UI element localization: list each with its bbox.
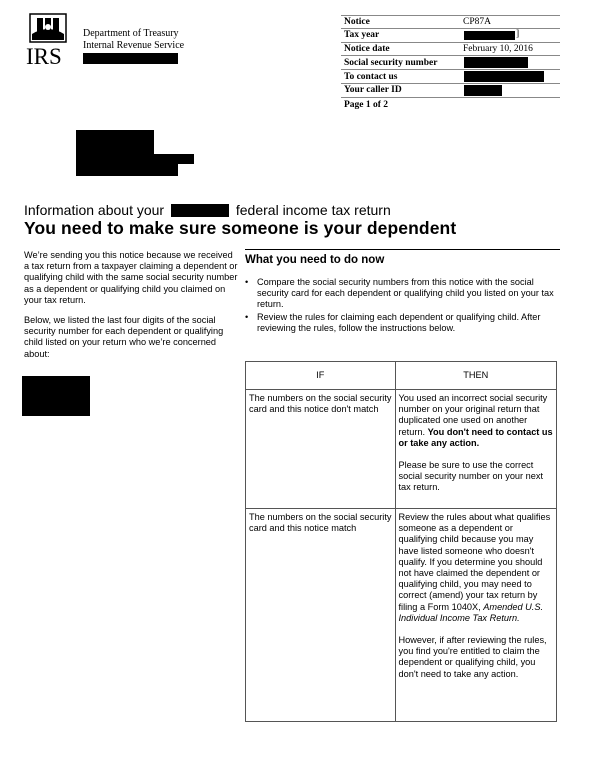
explanation-paragraph-2: Below, we listed the last four digits of the social security number for each dependent or qualifying child listed on your return who we’re concerned about:: [24, 315, 224, 359]
action-item: • Review the rules for claiming each dependent or qualifying child. After reviewing the rules, follow the instructions below.: [245, 312, 560, 334]
tax-year-bracket: ]: [516, 28, 520, 39]
then-paragraph: However, if after reviewing the rules, you find you're entitled to claim the dependent or qualifying child, you don't need to take any action.: [398, 635, 547, 679]
irs-eagle-icon: [28, 12, 68, 44]
table-row: [246, 390, 557, 509]
redacted-recipient-city: [76, 164, 178, 176]
notice-date-label: Notice date: [344, 43, 390, 54]
then-text: Review the rules about what qualifies someone as a dependent or qualifying child because you may have listed someone who doesn't qualify. If you determine you should not have claimed the dependent or qualifying child, you may need to correct (amend) your tax return by filing a Form 1040X,: [398, 512, 551, 612]
agency-name: [83, 28, 184, 52]
if-condition: The numbers on the social security card and this notice match: [249, 512, 392, 534]
notice-label: Notice: [344, 16, 370, 27]
redacted-caller-id: [464, 85, 502, 96]
page-number: Page 1 of 2: [344, 100, 389, 110]
form-title: Amended U.S. Individual Income Tax Return.: [398, 601, 544, 623]
subheading: [24, 202, 391, 218]
then-emphasis: You don't need to contact us or take any action.: [398, 426, 553, 448]
ssn-row: [341, 56, 560, 70]
notice-row: [341, 15, 560, 29]
tax-year-label: Tax year: [344, 30, 380, 41]
if-condition: The numbers on the social security card and this notice don't match: [249, 393, 392, 415]
subheading-before: Information about your: [24, 202, 165, 218]
table-row: [246, 509, 557, 722]
notice-info-table: [341, 15, 560, 98]
redacted-contact: [464, 71, 544, 82]
action-list: [245, 277, 560, 334]
then-text: You used an incorrect social security number on your original return that duplicated one used on another return.: [398, 393, 548, 437]
notice-value: CP87A: [463, 16, 491, 27]
if-then-table: [245, 361, 557, 722]
caller-id-row: [341, 84, 560, 98]
redacted-address-line: [83, 53, 178, 64]
what-to-do-title: What you need to do now: [245, 249, 560, 267]
notice-date-row: [341, 43, 560, 57]
redacted-recipient-address: [76, 154, 194, 164]
tax-year-row: [341, 29, 560, 43]
redacted-tax-year: [464, 31, 515, 40]
redacted-ssn: [464, 57, 528, 68]
contact-row: [341, 70, 560, 84]
if-cell: [246, 390, 396, 509]
irs-logo: [26, 12, 70, 68]
redacted-ssn-list: [22, 376, 90, 416]
caller-id-label: Your caller ID: [344, 85, 402, 96]
then-paragraph: [399, 393, 554, 449]
agency-line-1: Department of Treasury: [83, 28, 179, 39]
notice-explanation: [24, 250, 239, 369]
irs-wordmark: IRS: [26, 44, 62, 69]
if-cell: [246, 509, 396, 722]
if-header: IF: [246, 362, 396, 390]
then-paragraph: [399, 512, 554, 624]
then-cell: [395, 509, 557, 722]
action-item: • Compare the social security numbers from this notice with the social security card for each dependent or qualifying child you listed on your tax return.: [245, 277, 560, 311]
page-title: You need to make sure someone is your dependent: [24, 218, 457, 238]
redacted-recipient-name: [76, 130, 154, 154]
subheading-after: federal income tax return: [235, 202, 391, 218]
what-to-do-section: [245, 249, 560, 335]
then-header: THEN: [395, 362, 557, 390]
redacted-year: [171, 204, 229, 217]
if-then-header-row: [246, 362, 557, 390]
then-paragraph: Please be sure to use the correct social security number on your next tax return.: [398, 460, 544, 493]
notice-date-value: February 10, 2016: [463, 43, 533, 54]
agency-line-2: Internal Revenue Service: [83, 40, 185, 51]
explanation-paragraph-1: We’re sending you this notice because we received a tax return from a taxpayer claiming a dependent or qualifying child with the same social security number as a dependent or qualifying child you claimed on your tax return.: [24, 250, 238, 305]
ssn-label: Social security number: [344, 57, 438, 68]
then-cell: [395, 390, 557, 509]
contact-label: To contact us: [344, 71, 398, 82]
